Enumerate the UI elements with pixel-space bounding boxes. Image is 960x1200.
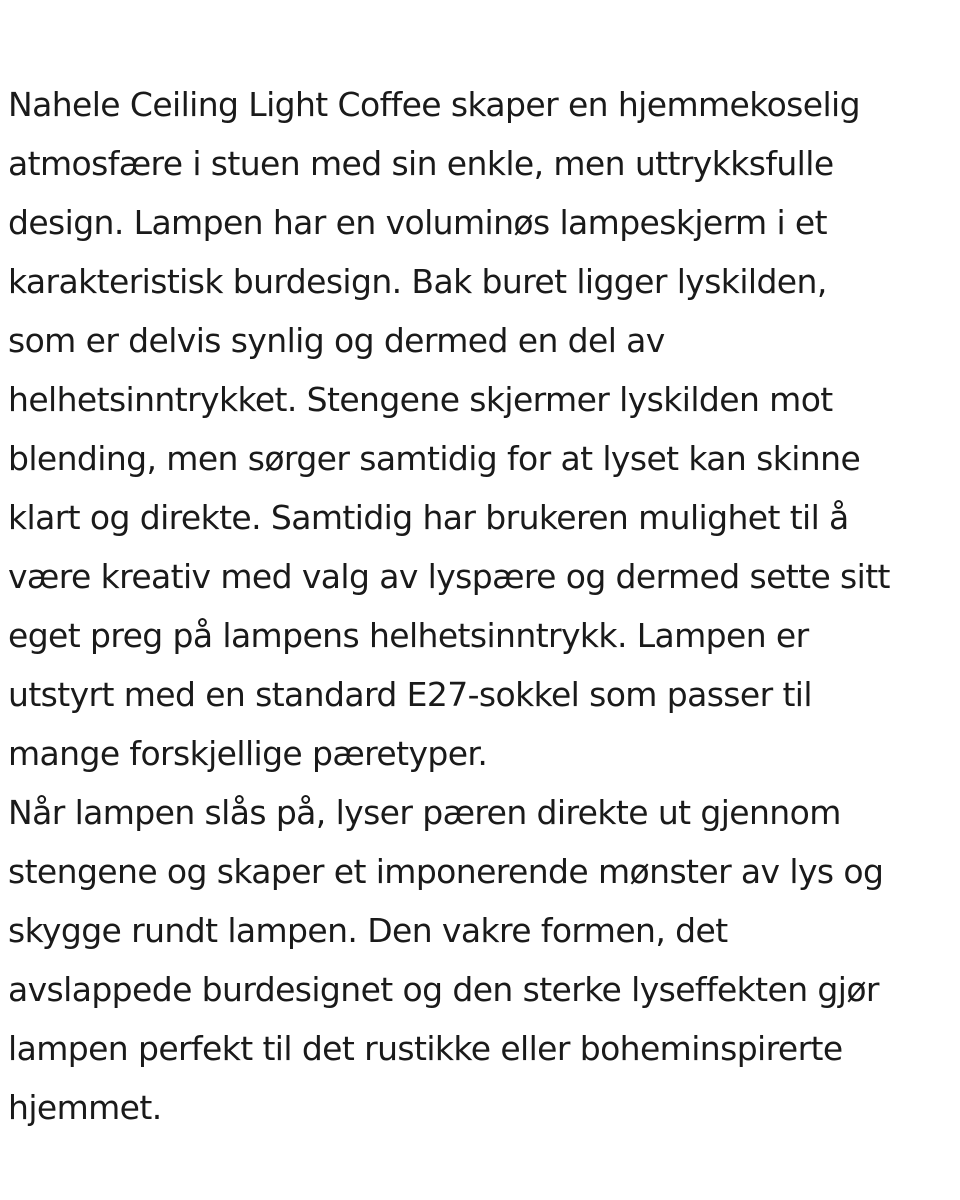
description-line: klart og direkte. Samtidig har brukeren mulighet til å bbox=[8, 498, 849, 537]
description-line: hjemmet. bbox=[8, 1088, 162, 1127]
description-line: karakteristisk burdesign. Bak buret ligger lyskilden, bbox=[8, 262, 827, 301]
description-line: atmosfære i stuen med sin enkle, men uttrykksfulle bbox=[8, 144, 834, 183]
description-line: som er delvis synlig og dermed en del av bbox=[8, 321, 665, 360]
description-line: eget preg på lampens helhetsinntrykk. Lampen er bbox=[8, 616, 809, 655]
description-line: avslappede burdesignet og den sterke lyseffekten gjør bbox=[8, 970, 879, 1009]
description-line: skygge rundt lampen. Den vakre formen, det bbox=[8, 911, 728, 950]
description-line: lampen perfekt til det rustikke eller boheminspirerte bbox=[8, 1029, 843, 1068]
product-description-text bbox=[8, 75, 960, 1137]
description-line: mange forskjellige pæretyper. bbox=[8, 734, 488, 773]
description-line: helhetsinntrykket. Stengene skjermer lyskilden mot bbox=[8, 380, 833, 419]
description-line: stengene og skaper et imponerende mønster av lys og bbox=[8, 852, 884, 891]
description-line: blending, men sørger samtidig for at lyset kan skinne bbox=[8, 439, 861, 478]
description-line: være kreativ med valg av lyspære og dermed sette sitt bbox=[8, 557, 890, 596]
description-line: design. Lampen har en voluminøs lampeskjerm i et bbox=[8, 203, 827, 242]
description-line: Når lampen slås på, lyser pæren direkte ut gjennom bbox=[8, 793, 841, 832]
description-line: Nahele Ceiling Light Coffee skaper en hjemmekoselig bbox=[8, 85, 860, 124]
description-line: utstyrt med en standard E27-sokkel som passer til bbox=[8, 675, 812, 714]
